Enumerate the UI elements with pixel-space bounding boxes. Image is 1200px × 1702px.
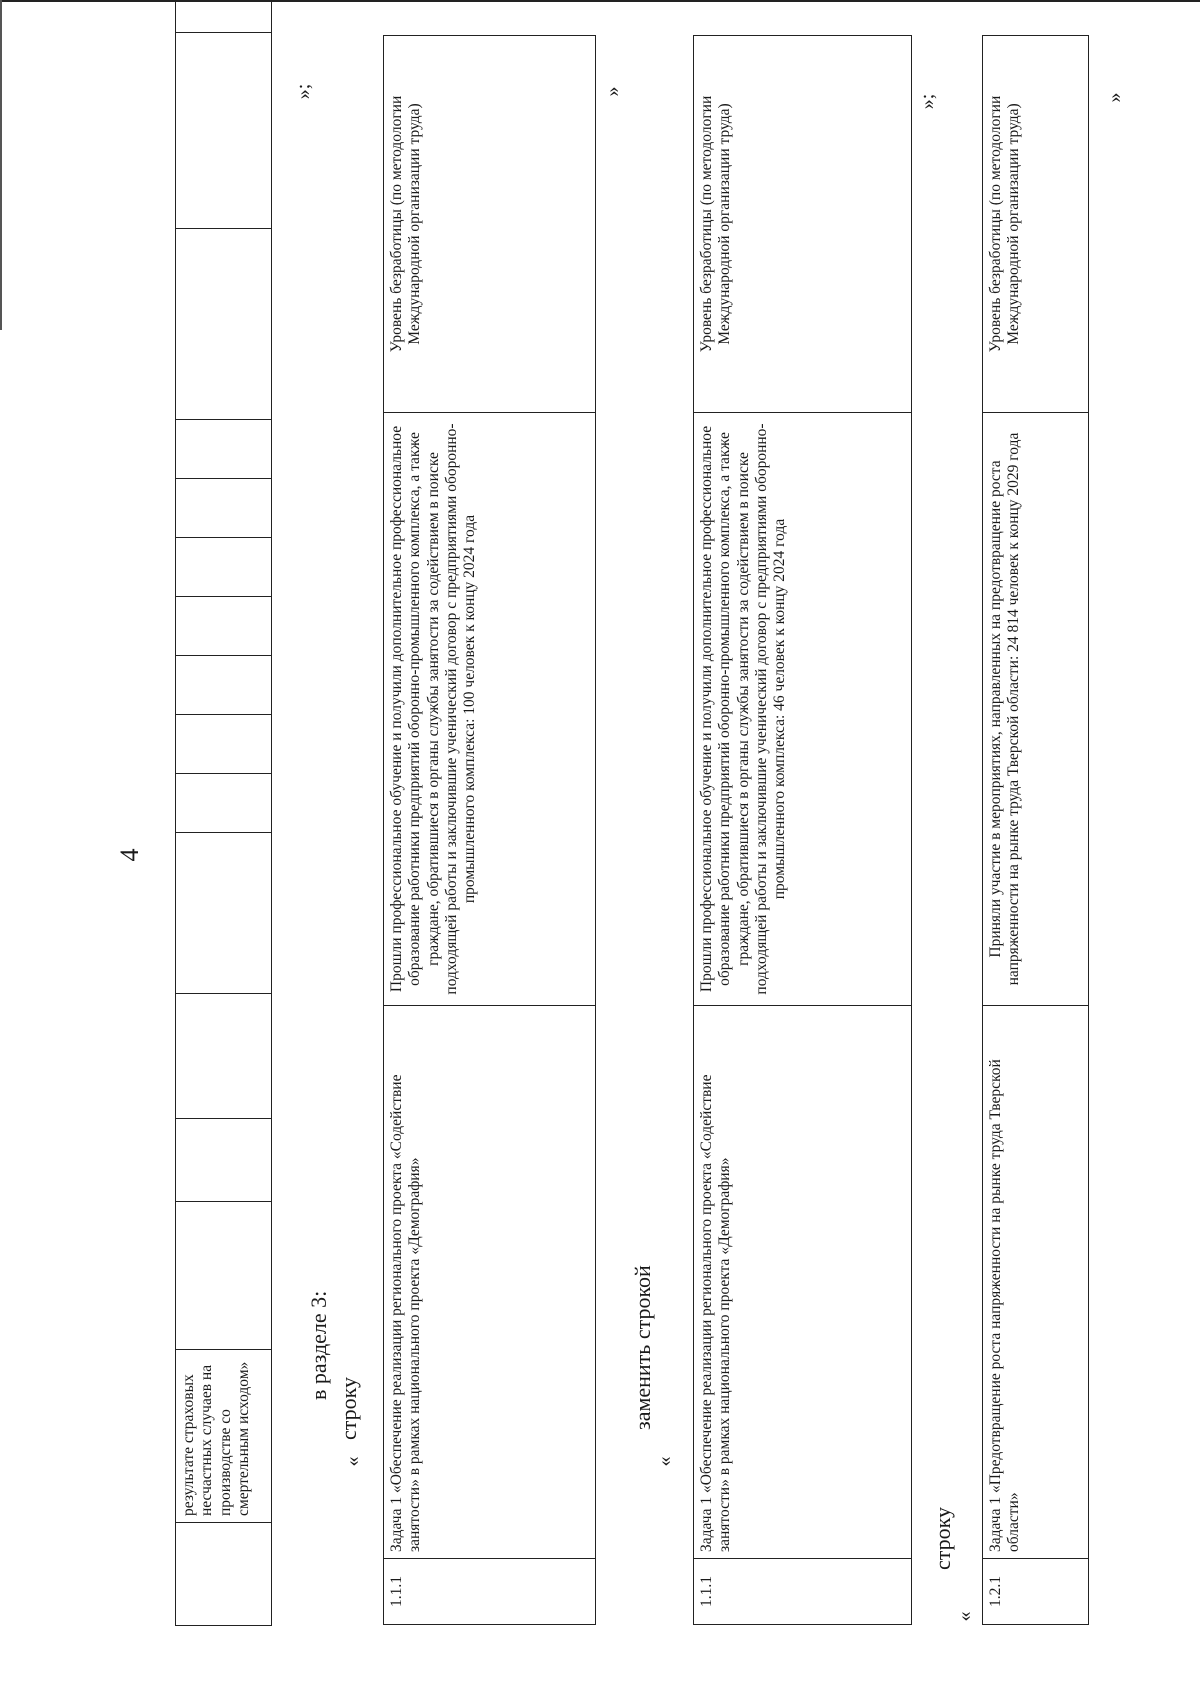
table-cell (176, 538, 272, 597)
section3-line: строку (336, 1376, 361, 1440)
replace-close-quote: »; (916, 93, 939, 110)
table-row (176, 0, 272, 1626)
top-table-wrap (175, 176, 272, 1626)
section3-open-quote: « (341, 1456, 364, 1467)
row-number: 1.2.1 (983, 1559, 1089, 1625)
next-line: строку (930, 1506, 955, 1570)
row-task: Задача 1 «Предотвращение роста напряженности на рынке труда Тверской области» (983, 1006, 1089, 1559)
table-cell (176, 774, 272, 833)
row-number: 1.1.1 (694, 1559, 912, 1625)
table-cell (176, 715, 272, 774)
section3-table (383, 35, 596, 1625)
next-table (982, 35, 1089, 1625)
table-cell (176, 479, 272, 538)
section3-intro: в разделе 3: (306, 1290, 331, 1400)
table-row (983, 36, 1089, 1625)
table-row (694, 36, 912, 1625)
table-cell (176, 1202, 272, 1350)
row-result: Прошли профессиональное обучение и получили дополнительное профессиональное образование работники предприятий оборонно-промышленного комплекса, а также граждане, обратившиеся в органы службы занятости за содействием в поиске подходящей работы и заключившие ученический договор с предприятиями оборонно-промышленного комплекса: 46 человек к концу 2024 года (694, 413, 912, 1006)
closing-quote-1: »; (292, 83, 315, 100)
table-cell (176, 994, 272, 1119)
replace-open-quote: « (653, 1456, 676, 1467)
table-cell (176, 420, 272, 479)
section3-close-quote: » (601, 86, 624, 97)
table-cell-text: результате страховых несчастных случаев на производстве со смертельным исходом» (176, 1350, 272, 1523)
scan-edge-left (0, 0, 2, 330)
table-row (384, 36, 596, 1625)
row-indicator: Уровень безработицы (по методологии Международной организации труда) (694, 36, 912, 413)
row-indicator: Уровень безработицы (по методологии Международной организации труда) (384, 36, 596, 413)
row-task: Задача 1 «Обеспечение реализации регионального проекта «Содействие занятости» в рамках национального проекта «Демография» (694, 1006, 912, 1559)
page-number: 4 (115, 848, 144, 862)
row-indicator: Уровень безработицы (по методологии Международной организации труда) (983, 36, 1089, 413)
row-task: Задача 1 «Обеспечение реализации регионального проекта «Содействие занятости» в рамках национального проекта «Демография» (384, 1006, 596, 1559)
table-cell (176, 0, 272, 33)
top-table (175, 0, 272, 1626)
row-number: 1.1.1 (384, 1559, 596, 1625)
section3-table-wrap (383, 88, 596, 1625)
table-cell (176, 656, 272, 715)
table-cell (176, 1119, 272, 1202)
table-cell (176, 1523, 272, 1626)
row-result: Приняли участие в мероприятиях, направленных на предотвращение роста напряженности на рынке труда Тверской области: 24 814 человек к концу 2029 года (983, 413, 1089, 1006)
table-cell (176, 229, 272, 420)
table-cell (176, 33, 272, 229)
replace-table-wrap (693, 88, 912, 1625)
next-open-quote: « (953, 1611, 976, 1622)
table-cell (176, 597, 272, 656)
next-close-quote: » (1103, 92, 1126, 103)
next-table-wrap (982, 88, 1089, 1625)
table-cell (176, 833, 272, 994)
replace-line: заменить строкой (630, 1265, 655, 1430)
replace-table (693, 35, 912, 1625)
row-result: Прошли профессиональное обучение и получили дополнительное профессиональное образование работники предприятий оборонно-промышленного комплекса, а также граждане, обратившиеся в органы службы занятости за содействием в поиске подходящей работы и заключившие ученический договор с предприятиями оборонно-промышленного комплекса: 100 человек к концу 2024 года (384, 413, 596, 1006)
